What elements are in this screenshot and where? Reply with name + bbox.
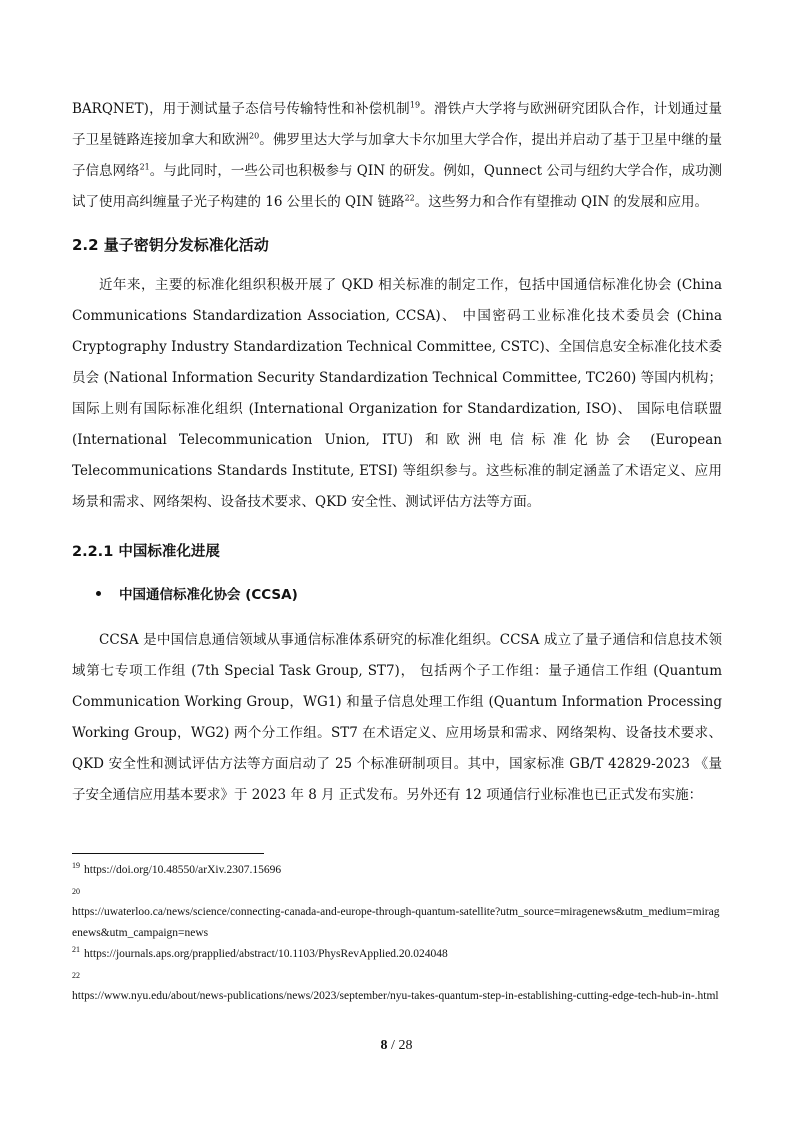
main-content bbox=[72, 94, 722, 811]
paragraph-qin-research: BARQNET)，用于测试量子态信号传输特性和补偿机制$^{19}$。滑铁卢大学将与欧洲研究团队合作，计划通过量子卫星链路连接加拿大和欧洲$^{20}$。佛罗里达大学与加拿大卡尔加里大学合作，提出并启动了基于卫星中继的量子信息网络$^{21}$。与此同时，一些公司也积极参与 QIN 的研发。例如，Qunnect 公司与纽约大学合作，成功测试了使用高纠缠量子光子构建的 16 公里长的 QIN 链路$^{22}$。这些努力和合作有望推动 QIN 的发展和应用。 bbox=[72, 100, 723, 210]
page-number bbox=[0, 1038, 793, 1054]
page-separator: / bbox=[387, 1038, 399, 1053]
paragraph-ccsa: CCSA 是中国信息通信领域从事通信标准体系研究的标准化组织。CCSA 成立了量子通信和信息技术领域第七专项工作组 (7th Special Task Group, ST7)， 包括两个子工作组：量子通信工作组 (Quantum Communication Working Group，WG1) 和量子信息处理工作组 (Quantum Information Processing Working Group，WG2) 两个分工作组。ST7 在术语定义、应用场景和需求、网络架构、设备技术要求、QKD 安全性和测试评估方法等方面启动了 25 个标准研制项目。其中，国家标准 GB/T 42829-2023 《量子安全通信应用基本要求》于 2023 年 8 月 正式发布。另外还有 12 项通信行业标准也已正式发布实施： bbox=[72, 632, 722, 803]
footnote-separator bbox=[72, 853, 264, 854]
footnote-22-mark: 22 bbox=[72, 971, 80, 980]
bullet-dot-icon bbox=[96, 591, 101, 596]
footnote-20[interactable]: https://uwaterloo.ca/news/science/connecting-canada-and-europe-through-quantum-satellite?utm_source=miragenews&utm_medium=miragenews&utm_campaign=news bbox=[72, 906, 720, 939]
footnote-link[interactable]: https://journals.aps.org/prapplied/abstract/10.1103/PhysRevApplied.20.024048 bbox=[84, 948, 448, 960]
page-total: 28 bbox=[398, 1038, 413, 1053]
page-current: 8 bbox=[380, 1038, 388, 1053]
bullet-item-ccsa bbox=[96, 583, 722, 603]
section-heading-2-2-1: 2.2.1 中国标准化进展 bbox=[72, 544, 220, 560]
footnote-ref-20[interactable]: 20 bbox=[248, 131, 260, 141]
bullet-label: 中国通信标准化协会 (CCSA) bbox=[119, 587, 298, 603]
paragraph-standardization-orgs: 近年来，主要的标准化组织积极开展了 QKD 相关标准的制定工作，包括中国通信标准化协会 (China Communications Standardization Association, CCSA)、 中国密码工业标准化技术委员会 (China Cryptography Industry Standardization Technical Committee, CSTC)、全国信息安全标准化技术委员会 (National Information Security Standardization Technical Committee, TC260) 等国内机构；国际上则有国际标准化组织 (International Organization for Standardization, ISO)、 国际电信联盟 (International Telecommunication Union, ITU) 和欧洲电信标准化协会 (European Telecommunications Standards Institute, ETSI) 等组织参与。这些标准的制定涵盖了术语定义、应用场景和需求、网络架构、设备技术要求、QKD 安全性、测试评估方法等方面。 bbox=[72, 277, 722, 510]
footnote-21: $^{21}$ https://journals.aps.org/prapplied/abstract/10.1103/PhysRevApplied.20.024048 bbox=[72, 945, 448, 960]
footnotes bbox=[72, 860, 722, 1007]
footnote-ref-22[interactable]: 22 bbox=[404, 193, 415, 203]
footnote-20-mark: 20 bbox=[72, 887, 80, 896]
footnote-link[interactable]: https://doi.org/10.48550/arXiv.2307.15696 bbox=[84, 864, 282, 876]
footnote-ref-19[interactable]: 19 bbox=[409, 100, 421, 110]
section-heading-2-2: 2.2 量子密钥分发标准化活动 bbox=[72, 236, 269, 254]
footnote-22[interactable]: https://www.nyu.edu/about/news-publications/news/2023/september/nyu-takes-quantum-step-in-establishing-cutting-edge-tech-hub-in-.html bbox=[72, 990, 719, 1002]
footnote-ref-21[interactable]: 21 bbox=[139, 162, 150, 172]
footnote-19: $^{19}$ https://doi.org/10.48550/arXiv.2307.15696 bbox=[72, 861, 282, 876]
